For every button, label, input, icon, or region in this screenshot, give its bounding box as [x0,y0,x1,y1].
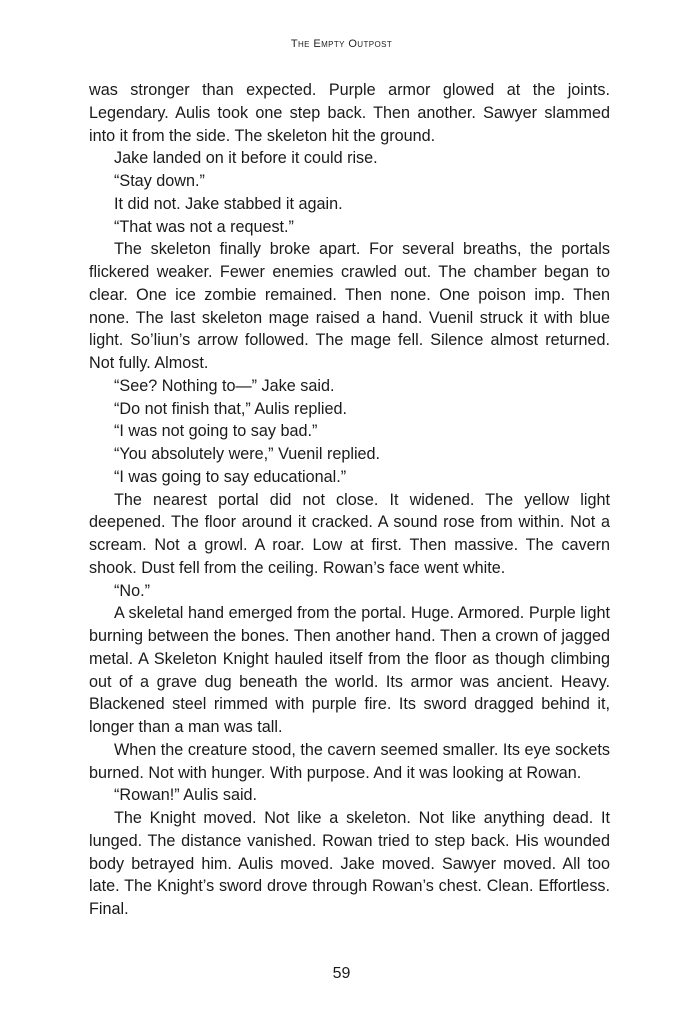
page-number: 59 [332,965,351,982]
paragraph: The skeleton finally broke apart. For several breaths, the portals flickered weaker. Fewer enemies crawled out. The chamber began to clear. One ice zombie remained. Then none. One poison imp. Then none. The last skeleton mage raised a hand. Vuenil struck it with blue light. So’liun’s arrow followed. The mage fell. Silence almost returned. Not fully. Almost. [89,240,610,372]
paragraph: “Rowan!” Aulis said. [114,786,258,805]
paragraph: “I was not going to say bad.” [114,422,318,441]
paragraph: “No.” [114,581,150,600]
paragraph: “You absolutely were,” Vuenil replied. [114,445,381,463]
paragraph: A skeletal hand emerged from the portal. Huge. Armored. Purple light burning between the bones. Then another hand. Then a crown of jagged metal. A Skeleton Knight hauled itself from the floor as though climbing out of a grave dug beneath the world. Its armor was ancient. Heavy. Blackened steel rimmed with purple fire. Its sword dragged behind it, longer than a man was tall. [89,604,610,736]
paragraph: “Do not finish that,” Aulis replied. [114,399,348,418]
paragraph: “Stay down.” [114,172,205,190]
paragraph: The Knight moved. Not like a skeleton. Not like anything dead. It lunged. The distance vanished. Rowan tried to step back. His wounded body betrayed him. Aulis moved. Jake moved. Sawyer moved. All too late. The Knight’s sword drove through Rowan’s chest. Clean. Effortless. Final. [89,809,610,918]
paragraph: Jake landed on it before it could rise. [114,149,378,168]
paragraph: It did not. Jake stabbed it again. [114,194,343,213]
paragraph: “That was not a request.” [114,217,294,236]
paragraph: When the creature stood, the cavern seemed smaller. Its eye sockets burned. Not with hunger. With purpose. And it was looking at Rowan. [89,740,610,782]
running-header: The Empty Outpost [290,38,393,50]
paragraph: The nearest portal did not close. It widened. The yellow light deepened. The floor around it cracked. A sound rose from within. Not a scream. Not a growl. A roar. Low at first. Then massive. The cavern shook. Dust fell from the ceiling. Rowan’s face went white. [89,490,610,577]
paragraph: “See? Nothing to—” Jake said. [114,376,335,395]
paragraph: “I was going to say educational.” [114,467,347,486]
body-text [89,79,610,921]
paragraph: was stronger than expected. Purple armor glowed at the joints. Legendary. Aulis took one step back. Then another. Sawyer slammed into it from the side. The skeleton hit the ground. [89,81,610,145]
